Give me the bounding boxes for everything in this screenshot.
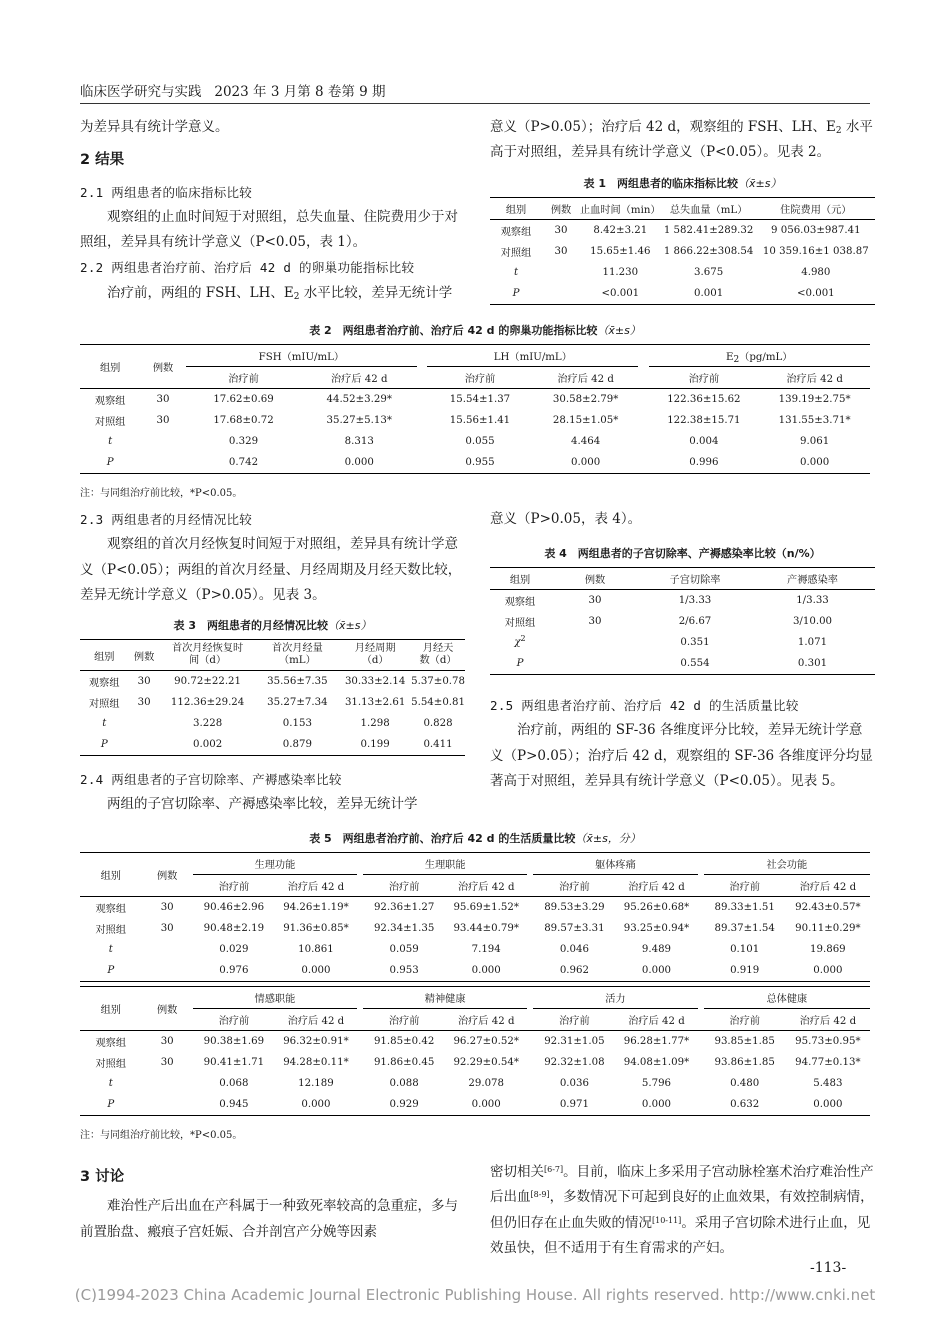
table-5-caption: 表 5 两组患者治疗前、治疗后 42 d 的生活质量比较（x̄±s，分） xyxy=(309,832,641,845)
section-2-3-heading: 2.3 两组患者的月经情况比较 xyxy=(80,512,253,527)
right-column-middle xyxy=(490,507,875,532)
table-5 xyxy=(80,830,870,1141)
table-row: 对照组 30 17.68±0.72 35.27±5.13* 15.56±1.41 28.15±1.05* 122.38±15.71 131.55±3.71* xyxy=(94,415,851,428)
table-row: 组别 例数 首次月经恢复时间（d） 首次月经量（mL） 月经周期（d） 月经天数（d） xyxy=(80,640,465,671)
left-column-lower xyxy=(80,767,465,818)
table-row: 观察组 30 90.72±22.21 35.56±7.35 30.33±2.14 5.37±0.78 xyxy=(88,676,465,689)
right-column-top xyxy=(490,115,875,166)
discussion-left xyxy=(80,1165,465,1245)
table-4-caption: 表 4 两组患者的子宫切除率、产褥感染率比较（n/%） xyxy=(544,547,821,560)
section-2-5-heading: 2.5 两组患者治疗前、治疗后 42 d 的生活质量比较 xyxy=(490,698,799,713)
table-row: $\chi^2$ 0.351 1.071 xyxy=(514,634,828,648)
page-number: -113- xyxy=(810,1260,847,1276)
table-1 xyxy=(490,175,875,305)
section-2-2-body-continued: 意义（P>0.05）；治疗后 42 d，观察组的 FSH、LH、$E_2$ 水平高于对照组，差异具有统计学意义（P<0.05）。见表 2。 xyxy=(490,119,873,161)
table-row: t 11.230 3.675 4.980 xyxy=(513,267,831,278)
table-row: 组别 例数 生理功能 生理职能 躯体疼痛 社会功能 xyxy=(80,853,870,875)
table-row: P 0.002 0.879 0.199 0.411 xyxy=(80,734,465,756)
section-2-2-heading: 2.2 两组患者治疗前、治疗后 42 d 的卵巢功能指标比较 xyxy=(80,260,415,276)
table-row: P 0.945 0.000 0.929 0.000 0.971 0.000 0.632 0.000 xyxy=(80,1094,870,1116)
section-2-4-body: 两组的子宫切除率、产褥感染率比较，差异无统计学 xyxy=(107,796,418,813)
discussion-body-left: 难治性产后出血在产科属于一种致死率较高的急重症，多与前置胎盘、瘢痕子宫妊娠、合并剖宫产分娩等因素 xyxy=(80,1198,458,1240)
table-row: 观察组 30 17.62±0.69 44.52±3.29* 15.54±1.37 30.58±2.79* 122.36±15.62 139.19±2.75* xyxy=(94,394,851,407)
table-row: 治疗前 治疗后 42 d 治疗前 治疗后 42 d 治疗前 治疗后 42 d xyxy=(80,367,870,389)
table-3-caption: 表 3 两组患者的月经情况比较（x̄±s） xyxy=(173,619,372,632)
copyright-watermark: (C)1994-2023 China Academic Journal Electronic Publishing House. All rights reserved. http://www.cnki.net xyxy=(74,1286,876,1304)
section-2-1-heading: 2.1 两组患者的临床指标比较 xyxy=(80,184,253,200)
table-row: P 0.976 0.000 0.953 0.000 0.962 0.000 0.919 0.000 xyxy=(80,960,870,982)
left-column-top xyxy=(80,115,465,306)
section-2-4-body-continued: 意义（P>0.05，表 4）。 xyxy=(490,511,642,527)
section-2-1-body: 观察组的止血时间短于对照组，总失血量、住院费用少于对照组，差异具有统计学意义（P<0.05，表 1）。 xyxy=(80,208,458,251)
table-4 xyxy=(490,545,875,675)
table-5-grid xyxy=(80,852,870,1116)
table-row: t 0.068 12.189 0.088 29.078 0.036 5.796 0.480 5.483 xyxy=(108,1078,843,1089)
table-3-grid xyxy=(80,639,465,756)
table-row: 治疗前 治疗后 42 d 治疗前 治疗后 42 d 治疗前 治疗后 42 d 治疗前 治疗后 42 d xyxy=(80,875,870,897)
results-heading: 2 结果 xyxy=(80,152,125,169)
table-row: 观察组 30 8.42±3.21 1 582.41±289.32 9 056.03±987.41 xyxy=(500,225,861,238)
journal-issue: 2023 年 3 月第 8 卷第 9 期 xyxy=(214,84,386,100)
table-row: t 3.228 0.153 1.298 0.828 xyxy=(102,718,453,729)
section-2-5-body: 治疗前，两组的 SF-36 各维度评分比较，差异无统计学意义（P>0.05）；治疗后 42 d，观察组的 SF-36 各维度评分均显著高于对照组，差异具有统计学意义（P<0.05）。见表 5。 xyxy=(490,722,873,789)
table-2-note: 注：与同组治疗前比较，*P<0.05。 xyxy=(80,488,243,499)
table-row: 治疗前 治疗后 42 d 治疗前 治疗后 42 d 治疗前 治疗后 42 d 治疗前 治疗后 42 d xyxy=(80,1009,870,1031)
table-2-grid xyxy=(80,344,870,474)
section-2-2-body: 治疗前，两组的 FSH、LH、$E_2$ 水平比较，差异无统计学 xyxy=(107,284,453,302)
section-2-4-heading: 2.4 两组患者的子宫切除率、产褥感染率比较 xyxy=(80,772,342,787)
table-2 xyxy=(80,322,870,499)
table-row: 组别 例数 情感职能 精神健康 活力 总体健康 xyxy=(80,987,870,1009)
table-row: P 0.554 0.301 xyxy=(490,653,875,675)
table-row: t 0.029 10.861 0.059 7.194 0.046 9.489 0.101 19.869 xyxy=(108,944,846,955)
table-row: 观察组 30 90.38±1.69 96.32±0.91* 91.85±0.42 96.27±0.52* 92.31±1.05 96.28±1.77* 93.85±1.85 95.73±0.95* xyxy=(95,1036,861,1049)
table-row: 观察组 30 90.46±2.96 94.26±1.19* 92.36±1.27 95.69±1.52* 89.53±3.29 95.26±0.68* 89.33±1.51 92.43±0.57* xyxy=(95,902,861,915)
journal-name: 临床医学研究与实践 xyxy=(80,84,202,100)
table-2-caption: 表 2 两组患者治疗前、治疗后 42 d 的卵巢功能指标比较（x̄±s） xyxy=(309,324,641,337)
table-row: P 0.742 0.000 0.955 0.000 0.996 0.000 xyxy=(80,452,870,474)
left-column-middle xyxy=(80,507,465,608)
table-row: 组别 例数 FSH（mIU/mL） LH（mIU/mL） $E_2(pg/mL)$ xyxy=(80,345,870,367)
section-2-3-body: 观察组的首次月经恢复时间短于对照组，差异具有统计学意义（P<0.05）；两组的首次月经量、月经周期及月经天数比较，差异无统计学意义（P>0.05）。见表 3。 xyxy=(80,536,462,603)
table-row: 对照组 30 90.41±1.71 94.28±0.11* 91.86±0.45 92.29±0.54* 92.32±1.08 94.08±1.09* 93.86±1.85 94.77±0.13* xyxy=(95,1057,861,1070)
right-column-lower xyxy=(490,693,875,794)
paragraph-continued: 为差异具有统计学意义。 xyxy=(80,119,229,135)
table-row: 对照组 30 90.48±2.19 91.36±0.85* 92.34±1.35 93.44±0.79* 89.57±3.31 93.25±0.94* 89.37±1.54 90.11±0.29* xyxy=(95,923,861,936)
discussion-body-right: 密切相关[6-7]。目前，临床上多采用子宫动脉栓塞术治疗难治性产后出血[8-9]，多数情况下可起到良好的止血效果，有效控制病情，但仍旧存在止血失败的情况[10-11]。采用子宫切除术进行止血，见效虽快，但不适用于有生育需求的产妇。 xyxy=(490,1164,874,1256)
table-3 xyxy=(80,617,465,756)
table-4-grid xyxy=(490,567,875,675)
table-row: t 0.329 8.313 0.055 4.464 0.004 9.061 xyxy=(108,436,830,447)
table-row: 对照组 30 2/6.67 3/10.00 xyxy=(504,616,833,629)
discussion-heading: 3 讨论 xyxy=(80,1169,125,1185)
table-1-grid xyxy=(490,197,875,305)
table-row: 组别 例数 止血时间（min） 总失血量（mL） 住院费用（元） xyxy=(490,198,875,220)
running-header xyxy=(80,80,640,100)
discussion-right xyxy=(490,1160,875,1261)
table-5-note: 注：与同组治疗前比较，*P<0.05。 xyxy=(80,1130,243,1141)
table-row: P <0.001 0.001 <0.001 xyxy=(490,283,875,305)
header-rule xyxy=(80,103,870,104)
table-row: 观察组 30 1/3.33 1/3.33 xyxy=(504,595,829,608)
table-row: 对照组 30 112.36±29.24 35.27±7.34 31.13±2.61 5.54±0.81 xyxy=(88,697,465,710)
table-row: 组别 例数 子宫切除率 产褥感染率 xyxy=(490,568,875,590)
table-row: 对照组 30 15.65±1.46 1 866.22±308.54 10 359.16±1 038.87 xyxy=(500,246,869,259)
table-1-caption: 表 1 两组患者的临床指标比较（x̄±s） xyxy=(583,177,782,190)
